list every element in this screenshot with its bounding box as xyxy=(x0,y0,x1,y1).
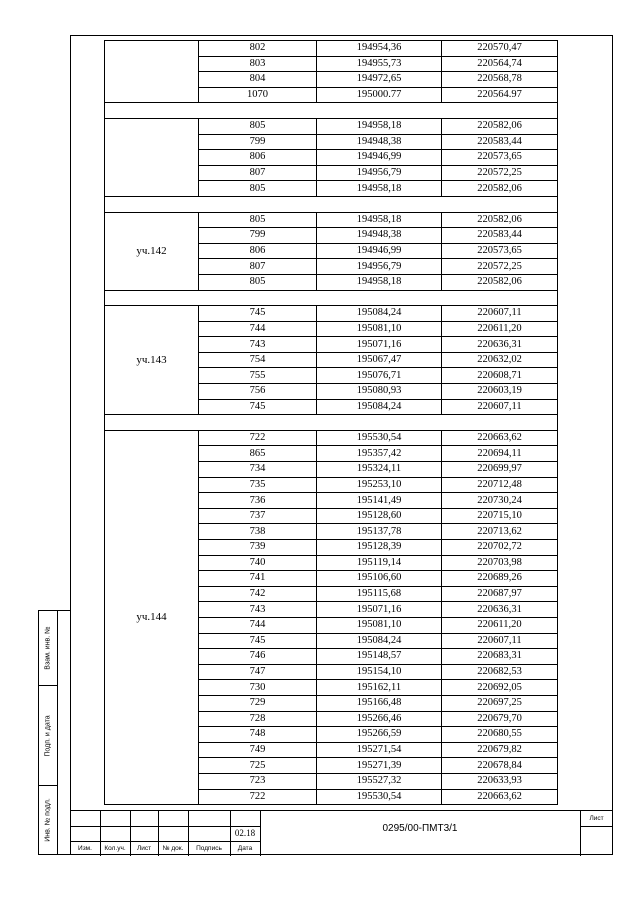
group-separator xyxy=(105,415,558,431)
coord-x: 194954,36 xyxy=(317,41,442,57)
coord-x: 194946,99 xyxy=(317,150,442,166)
coord-y: 220689,26 xyxy=(442,571,558,587)
plot-label: уч.144 xyxy=(105,430,199,804)
coord-x: 195106,60 xyxy=(317,571,442,587)
coord-y: 220687,97 xyxy=(442,586,558,602)
point-number: 745 xyxy=(199,306,317,322)
point-number: 734 xyxy=(199,462,317,478)
coord-x: 195266,59 xyxy=(317,727,442,743)
side-stamp xyxy=(38,610,70,855)
point-number: 736 xyxy=(199,493,317,509)
coord-x: 195067,47 xyxy=(317,352,442,368)
coord-x: 195081,10 xyxy=(317,617,442,633)
coord-y: 220713,62 xyxy=(442,524,558,540)
table-row xyxy=(105,306,558,322)
coord-y: 220603,19 xyxy=(442,384,558,400)
side-cell-vzam xyxy=(39,611,57,686)
point-number: 806 xyxy=(199,243,317,259)
point-number: 749 xyxy=(199,742,317,758)
coord-y: 220572,25 xyxy=(442,165,558,181)
coord-x: 195530,54 xyxy=(317,789,442,805)
coord-x: 195266,46 xyxy=(317,711,442,727)
separator-cell xyxy=(105,415,558,431)
vzam-inv-label: Взам. инв. № xyxy=(44,626,52,670)
coord-x: 195084,24 xyxy=(317,399,442,415)
stamp-header-date: Дата xyxy=(237,845,253,852)
coord-x: 194948,38 xyxy=(317,134,442,150)
coord-y: 220611,20 xyxy=(442,321,558,337)
coord-y: 220583,44 xyxy=(442,228,558,244)
point-number: 744 xyxy=(199,617,317,633)
coord-x: 195141,49 xyxy=(317,493,442,509)
podp-data-label: Подп. и дата xyxy=(44,714,52,757)
stamp-date-value: 02.18 xyxy=(234,828,256,838)
separator-cell xyxy=(105,103,558,119)
coord-x: 195071,16 xyxy=(317,602,442,618)
point-number: 745 xyxy=(199,633,317,649)
plot-label xyxy=(105,41,199,103)
group-separator xyxy=(105,290,558,306)
coord-y: 220679,70 xyxy=(442,711,558,727)
point-number: 747 xyxy=(199,664,317,680)
coord-y: 220570,47 xyxy=(442,41,558,57)
point-number: 754 xyxy=(199,352,317,368)
plot-label: уч.143 xyxy=(105,306,199,415)
coord-x: 195148,57 xyxy=(317,649,442,665)
coord-x: 195271,39 xyxy=(317,758,442,774)
group-separator xyxy=(105,103,558,119)
point-number: 799 xyxy=(199,228,317,244)
point-number: 804 xyxy=(199,72,317,88)
coord-y: 220699,97 xyxy=(442,462,558,478)
coord-x: 194956,79 xyxy=(317,165,442,181)
coord-y: 220582,06 xyxy=(442,274,558,290)
coord-y: 220730,24 xyxy=(442,493,558,509)
coord-x: 195527,32 xyxy=(317,773,442,789)
coord-y: 220573,65 xyxy=(442,150,558,166)
table-row xyxy=(105,430,558,446)
coord-y: 220694,11 xyxy=(442,446,558,462)
coord-y: 220702,72 xyxy=(442,540,558,556)
plot-label xyxy=(105,118,199,196)
coordinates-body xyxy=(105,41,558,805)
coord-x: 195154,10 xyxy=(317,664,442,680)
coord-y: 220680,55 xyxy=(442,727,558,743)
point-number: 729 xyxy=(199,695,317,711)
point-number: 805 xyxy=(199,118,317,134)
table-row xyxy=(105,118,558,134)
point-number: 799 xyxy=(199,134,317,150)
coord-x: 195084,24 xyxy=(317,633,442,649)
point-number: 735 xyxy=(199,477,317,493)
point-number: 730 xyxy=(199,680,317,696)
point-number: 741 xyxy=(199,571,317,587)
coord-y: 220583,44 xyxy=(442,134,558,150)
coord-y: 220582,06 xyxy=(442,212,558,228)
coord-x: 194958,18 xyxy=(317,212,442,228)
coord-y: 220682,53 xyxy=(442,664,558,680)
sheet-label: Лист xyxy=(589,815,604,822)
coord-y: 220608,71 xyxy=(442,368,558,384)
side-stamp-divider xyxy=(57,611,58,854)
point-number: 746 xyxy=(199,649,317,665)
point-number: 739 xyxy=(199,540,317,556)
coord-x: 194958,18 xyxy=(317,118,442,134)
point-number: 755 xyxy=(199,368,317,384)
coord-y: 220636,31 xyxy=(442,337,558,353)
coord-y: 220636,31 xyxy=(442,602,558,618)
coord-y: 220697,25 xyxy=(442,695,558,711)
table-row xyxy=(105,41,558,57)
coord-x: 195081,10 xyxy=(317,321,442,337)
coord-x: 195271,54 xyxy=(317,742,442,758)
coord-y: 220568,78 xyxy=(442,72,558,88)
point-number: 807 xyxy=(199,259,317,275)
coord-x: 194972,65 xyxy=(317,72,442,88)
coord-x: 195166,48 xyxy=(317,695,442,711)
point-number: 725 xyxy=(199,758,317,774)
inv-podl-label: Инв. № подл. xyxy=(44,798,52,842)
point-number: 743 xyxy=(199,602,317,618)
point-number: 803 xyxy=(199,56,317,72)
stamp-line xyxy=(70,841,260,842)
coord-x: 195357,42 xyxy=(317,446,442,462)
coord-x: 195000.77 xyxy=(317,87,442,103)
coord-x: 194956,79 xyxy=(317,259,442,275)
coord-x: 194955,73 xyxy=(317,56,442,72)
stamp-header-izm: Изм. xyxy=(78,845,92,852)
group-separator xyxy=(105,196,558,212)
coord-y: 220715,10 xyxy=(442,508,558,524)
stamp-line xyxy=(580,826,613,827)
coord-x: 195071,16 xyxy=(317,337,442,353)
coord-x: 195128,60 xyxy=(317,508,442,524)
table-row xyxy=(105,212,558,228)
coord-y: 220703,98 xyxy=(442,555,558,571)
coord-y: 220683,31 xyxy=(442,649,558,665)
point-number: 807 xyxy=(199,165,317,181)
coord-y: 220572,25 xyxy=(442,259,558,275)
plot-label: уч.142 xyxy=(105,212,199,290)
coord-y: 220712,48 xyxy=(442,477,558,493)
point-number: 722 xyxy=(199,430,317,446)
coord-x: 194958,18 xyxy=(317,181,442,197)
point-number: 743 xyxy=(199,337,317,353)
side-cell-podp xyxy=(39,686,57,786)
point-number: 722 xyxy=(199,789,317,805)
point-number: 805 xyxy=(199,274,317,290)
point-number: 738 xyxy=(199,524,317,540)
coord-x: 195128,39 xyxy=(317,540,442,556)
point-number: 744 xyxy=(199,321,317,337)
side-cell-inv xyxy=(39,786,57,854)
coord-x: 194958,18 xyxy=(317,274,442,290)
point-number: 742 xyxy=(199,586,317,602)
coord-y: 220633,93 xyxy=(442,773,558,789)
point-number: 805 xyxy=(199,181,317,197)
point-number: 745 xyxy=(199,399,317,415)
stamp-header-sign: Подпись xyxy=(196,845,222,852)
coord-y: 220607,11 xyxy=(442,306,558,322)
point-number: 756 xyxy=(199,384,317,400)
document-code: 0295/00-ПМТ3/1 xyxy=(382,823,458,834)
coord-x: 195530,54 xyxy=(317,430,442,446)
title-block xyxy=(70,810,613,856)
coord-y: 220678,84 xyxy=(442,758,558,774)
coord-y: 220607,11 xyxy=(442,399,558,415)
point-number: 805 xyxy=(199,212,317,228)
point-number: 748 xyxy=(199,727,317,743)
point-number: 737 xyxy=(199,508,317,524)
coord-x: 195324,11 xyxy=(317,462,442,478)
coord-y: 220632,02 xyxy=(442,352,558,368)
coord-x: 194948,38 xyxy=(317,228,442,244)
point-number: 723 xyxy=(199,773,317,789)
coord-x: 195253,10 xyxy=(317,477,442,493)
coord-y: 220663,62 xyxy=(442,789,558,805)
coord-x: 195115,68 xyxy=(317,586,442,602)
point-number: 1070 xyxy=(199,87,317,103)
coord-x: 195119,14 xyxy=(317,555,442,571)
coord-x: 195162,11 xyxy=(317,680,442,696)
point-number: 802 xyxy=(199,41,317,57)
coord-y: 220692,05 xyxy=(442,680,558,696)
separator-cell xyxy=(105,196,558,212)
point-number: 728 xyxy=(199,711,317,727)
coord-y: 220573,65 xyxy=(442,243,558,259)
coord-x: 195137,78 xyxy=(317,524,442,540)
coord-y: 220607,11 xyxy=(442,633,558,649)
point-number: 865 xyxy=(199,446,317,462)
coord-y: 220611,20 xyxy=(442,617,558,633)
coord-y: 220564.97 xyxy=(442,87,558,103)
stamp-header-doc: № док. xyxy=(162,845,184,852)
coord-x: 195084,24 xyxy=(317,306,442,322)
coord-y: 220679,82 xyxy=(442,742,558,758)
stamp-header-kol: Кол.уч. xyxy=(104,845,126,852)
coordinates-table xyxy=(104,40,558,805)
point-number: 740 xyxy=(199,555,317,571)
coord-y: 220582,06 xyxy=(442,118,558,134)
stamp-header-list: Лист xyxy=(136,845,152,852)
coord-y: 220663,62 xyxy=(442,430,558,446)
point-number: 806 xyxy=(199,150,317,166)
coord-y: 220582,06 xyxy=(442,181,558,197)
separator-cell xyxy=(105,290,558,306)
coord-x: 194946,99 xyxy=(317,243,442,259)
coord-y: 220564,74 xyxy=(442,56,558,72)
coord-x: 195080,93 xyxy=(317,384,442,400)
coord-x: 195076,71 xyxy=(317,368,442,384)
